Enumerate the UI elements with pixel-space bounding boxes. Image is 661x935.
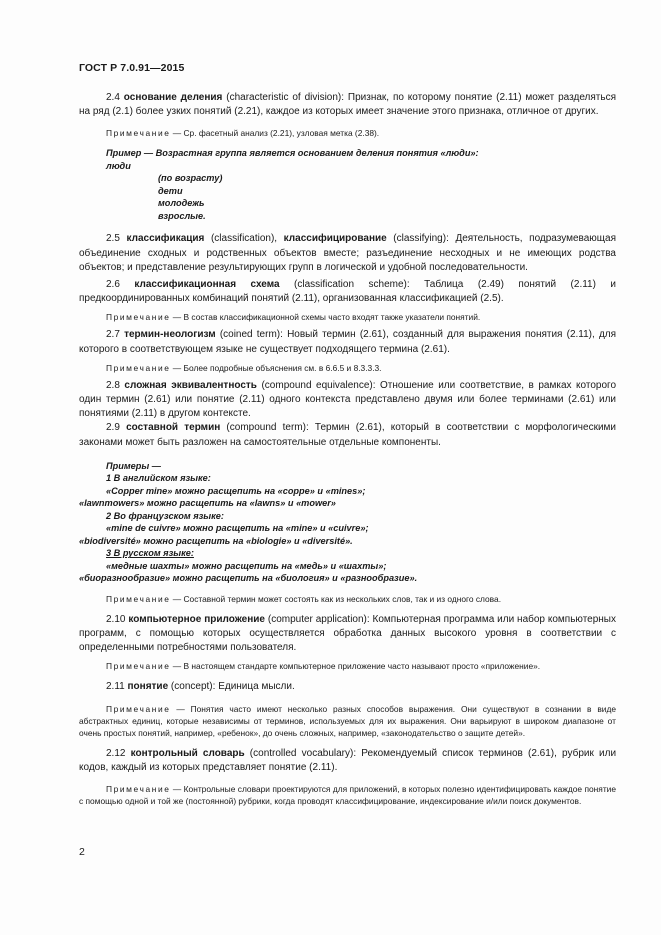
term-entry-2-12: 2.12 контрольный словарь (controlled vocabulary): Рекомендуемый список терминов (2.61), рубрик или кодов, каждый из которых представляет понятие (2.11). xyxy=(79,747,617,773)
page-header: ГОСТ Р 7.0.91—2015 xyxy=(79,62,185,74)
note-2-4: Примечание — Ср. фасетный анализ (2.21), узловая метка (2.38). xyxy=(106,128,380,139)
term-entry-2-9: 2.9 составной термин (compound term): Термин (2.61), который в соответствии с морфологическими законами может быть разложен на самостоятельные отдельные компоненты. xyxy=(79,422,616,448)
note-2-9: Примечание — Составной термин может состоять как из нескольких слов, так и из одного слова. xyxy=(106,593,502,604)
note-2-6: Примечание — В состав классификационной схемы часто входят также указатели понятий. xyxy=(106,312,481,323)
term-entry-2-6: 2.6 классификационная схема (classification scheme): Таблица (2.49) понятий (2.11) и предкоординированных комбинаций понятий (2.11), организованная классификацией (2.5). xyxy=(79,279,617,305)
page-number: 2 xyxy=(79,846,85,858)
term-entry-2-10: 2.10 компьютерное приложение (computer application): Компьютерная программа или набор компьютерных программ, с помощью которых осуществляется обработка данных высокого уровня в соответствии с определенными потребностями пользователя. xyxy=(79,613,616,654)
note-2-12: Примечание — Контрольные словари проектируются для приложений, в которых полезно идентифицировать каждое понятие с помощью одной и той же (постоянной) рубрики, когда проводят классифицирование, индексирование и/или поиск документов. xyxy=(79,784,616,807)
example-2-4: Пример — Возрастная группа является основанием деления понятия «люди»: люди (по возрасту) дети молодежь взрослые. xyxy=(106,148,479,221)
example-2-9: Примеры — 1 В английском языке: «Copper mine» можно расщепить на «coppe» и «mines»; «lawnmowers» можно расщепить на «lawns» и «mower» 2 Во французском языке: «mine de cuivre» можно расщепить на «mine» и «cuivre»; «biodiversité» можно расщепить на «biologie» и «diversité». 3 В русском языке: «медные шахты» можно расщепить на «медь» и «шахты»; «биоразнообразие» можно расщепить на «биология» и «разнообразие». xyxy=(79,460,418,584)
term-entry-2-8: 2.8 сложная эквивалентность (compound equivalence): Отношение или соответствие, в рамках которого один термин (2.61) или понятие (2.11) одного контекста представлено двумя или более терминами (2.61) или понятиями (2.11) в другом контексте. xyxy=(79,379,617,420)
term-entry-2-7: 2.7 термин-неологизм (coined term): Новый термин (2.61), созданный для выражения понятия (2.11), для которого в соответствующем языке не существует подходящего термина (2.61). xyxy=(79,329,617,355)
note-2-7: Примечание — Более подробные объяснения см. в 6.6.5 и 8.3.3.3. xyxy=(106,362,382,373)
document-body xyxy=(79,91,616,807)
term-entry-2-11: 2.11 понятие (concept): Единица мысли. xyxy=(106,681,295,693)
term-entry-2-5: 2.5 классификация (classification), классифицирование (classifying): Деятельность, подразумевающая объединение сходных и родственных объектов вместе; разъединение несходных и не имеющих родства объектов; и представление результирующих групп в логической и удобной последовательности. xyxy=(79,233,617,273)
note-2-11: Примечание — Понятия часто имеют несколько разных способов выражения. Они существуют в сознании в виде абстрактных единиц, которые независимы от терминов, используемых для их выражения. Они варьируют в широком диапазоне от очень простых понятий, например, «ребенок», до очень сложных, например, «законодательство о защите детей». xyxy=(79,703,616,738)
note-2-10: Примечание — В настоящем стандарте компьютерное приложение часто называют просто «приложение». xyxy=(106,661,541,672)
term-name: основание деления xyxy=(123,92,223,103)
term-entry-2-4: 2.4 основание деления (characteristic of division): Признак, по которому понятие (2.11) может разделяться на ряд (2.1) более узких понятий (2.21), каждое из которых имеет значение этого признака, отличное от других. xyxy=(79,92,616,118)
